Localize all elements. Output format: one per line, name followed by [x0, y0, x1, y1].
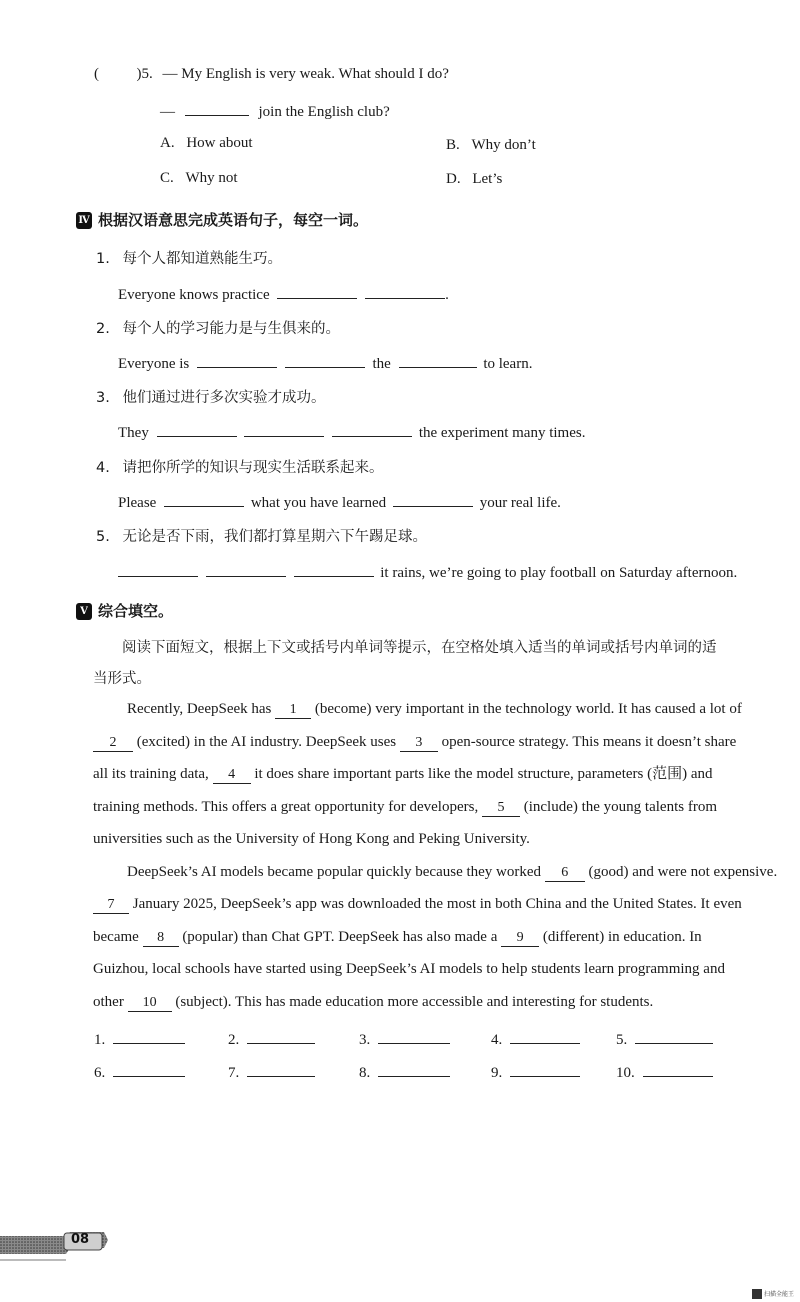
- sentence-part: the: [372, 356, 391, 372]
- answer-blank[interactable]: [164, 491, 244, 507]
- s4-item-3-zh: [96, 386, 325, 407]
- answer-blank[interactable]: [247, 1028, 315, 1044]
- option-letter: C.: [160, 170, 174, 186]
- passage-line: Recently, DeepSeek has 1 (become) very important in the technology world. It has caused a lot of: [127, 701, 742, 717]
- answer-paren-open: (: [94, 66, 99, 82]
- cloze-blank[interactable]: 6: [545, 866, 585, 882]
- sentence-part: what you have learned: [250, 495, 387, 511]
- answer-blank[interactable]: [113, 1061, 185, 1077]
- banner-decoration-icon: [0, 1232, 108, 1262]
- dash: —: [160, 104, 175, 120]
- answer-label: 1.: [94, 1032, 106, 1048]
- sentence-part: it rains, we’re going to play football on Saturday afternoon.: [380, 565, 738, 581]
- section-5-badge: Ⅴ: [76, 603, 92, 620]
- option-letter: D.: [446, 171, 461, 187]
- answer-label: 2.: [228, 1032, 240, 1048]
- cloze-blank[interactable]: 4: [213, 768, 251, 784]
- sentence-part: to learn.: [483, 356, 533, 372]
- section-4-title: 根据汉语意思完成英语句子，每空一词。: [98, 211, 369, 229]
- answer-blank[interactable]: [113, 1028, 185, 1044]
- answer-blank[interactable]: [365, 283, 445, 299]
- option-c[interactable]: [160, 170, 238, 187]
- passage-line: 7 January 2025, DeepSeek’s app was downloaded the most in both China and the United States. It even: [93, 888, 761, 921]
- answer-blank[interactable]: [247, 1061, 315, 1077]
- answer-blank[interactable]: [399, 352, 477, 368]
- s4-item-1-zh: [96, 247, 282, 268]
- s4-item-5-zh: [96, 525, 427, 546]
- option-text: How about: [186, 135, 253, 151]
- cloze-blank[interactable]: 8: [143, 931, 179, 947]
- answer-label: 6.: [94, 1065, 106, 1081]
- item-number: 5.: [96, 529, 110, 545]
- answer-blank[interactable]: [378, 1061, 450, 1077]
- answer-1: [94, 1028, 185, 1049]
- passage-line: all its training data, 4 it does share important parts like the model structure, parameters (范围) and: [93, 766, 713, 782]
- cloze-blank[interactable]: 5: [482, 801, 520, 817]
- question-number: )5.: [136, 66, 153, 82]
- cloze-blank[interactable]: 10: [128, 996, 172, 1012]
- sentence-part: Everyone is: [118, 356, 190, 372]
- answer-10: [616, 1061, 713, 1082]
- sentence-part: Everyone knows practice: [118, 287, 270, 303]
- answer-blank[interactable]: [206, 561, 286, 577]
- answer-6: [94, 1061, 185, 1082]
- cloze-blank[interactable]: 2: [93, 736, 133, 752]
- answer-blank[interactable]: [118, 561, 198, 577]
- passage-line: 2 (excited) in the AI industry. DeepSeek uses 3 open-source strategy. This means it doesn’t share: [93, 726, 761, 759]
- answer-blank[interactable]: [277, 283, 357, 299]
- item-number: 4.: [96, 460, 110, 476]
- option-text: Why not: [185, 170, 238, 186]
- option-text: Why don’t: [471, 137, 536, 153]
- answer-label: 8.: [359, 1065, 371, 1081]
- answer-4: [491, 1028, 580, 1049]
- answer-blank[interactable]: [294, 561, 374, 577]
- cloze-blank[interactable]: 9: [501, 931, 539, 947]
- answer-label: 5.: [616, 1032, 628, 1048]
- passage-line: other 10 (subject). This has made education more accessible and interesting for students.: [93, 993, 654, 1010]
- option-a[interactable]: [160, 135, 253, 152]
- answer-blank[interactable]: [510, 1061, 580, 1077]
- answer-2: [228, 1028, 315, 1049]
- section-5-title: 综合填空。: [98, 602, 174, 620]
- sentence-part: Please: [118, 495, 157, 511]
- mc-question-5: [94, 66, 449, 83]
- instruction-line-1: 阅读下面短文，根据上下文或括号内单词等提示，在空格处填入适当的单词或括号内单词的适: [122, 640, 717, 656]
- chinese-sentence: 请把你所学的知识与现实生活联系起来。: [122, 460, 384, 476]
- answer-blank[interactable]: [643, 1061, 713, 1077]
- chinese-sentence: 每个人的学习能力是与生俱来的。: [122, 321, 340, 337]
- sentence-part: .: [445, 287, 449, 303]
- item-number: 1.: [96, 251, 110, 267]
- answer-blank[interactable]: [378, 1028, 450, 1044]
- chinese-sentence: 每个人都知道熟能生巧。: [122, 251, 282, 267]
- cloze-blank[interactable]: 7: [93, 898, 129, 914]
- s4-item-4-en: [118, 491, 561, 512]
- answer-blank[interactable]: [157, 421, 237, 437]
- cloze-blank[interactable]: 3: [400, 736, 438, 752]
- mc-response-line: [160, 100, 390, 121]
- answer-blank[interactable]: [510, 1028, 580, 1044]
- answer-blank[interactable]: [332, 421, 412, 437]
- section-5-heading: [76, 600, 173, 621]
- dash: —: [162, 66, 178, 82]
- answer-label: 4.: [491, 1032, 503, 1048]
- answer-blank[interactable]: [244, 421, 324, 437]
- answer-blank[interactable]: [393, 491, 473, 507]
- chinese-sentence: 他们通过进行多次实验才成功。: [122, 390, 326, 406]
- passage-line: universities such as the University of Hong Kong and Peking University.: [93, 831, 530, 847]
- answer-blank[interactable]: [185, 100, 249, 116]
- s4-item-5-en: [118, 561, 737, 582]
- answer-3: [359, 1028, 450, 1049]
- answer-5: [616, 1028, 713, 1049]
- sentence-part: They: [118, 425, 149, 441]
- answer-blank[interactable]: [635, 1028, 713, 1044]
- cloze-blank[interactable]: 1: [275, 703, 311, 719]
- answer-label: 7.: [228, 1065, 240, 1081]
- item-number: 3.: [96, 390, 110, 406]
- response-text: join the English club?: [258, 104, 390, 120]
- s4-item-2-en: [118, 352, 532, 373]
- answer-8: [359, 1061, 450, 1082]
- scanner-watermark: 扫描全能王: [764, 1291, 795, 1298]
- answer-blank[interactable]: [197, 352, 277, 368]
- instruction-line-2: 当形式。: [93, 671, 151, 687]
- answer-label: 3.: [359, 1032, 371, 1048]
- answer-label: 10.: [616, 1065, 635, 1081]
- sentence-part: the experiment many times.: [418, 425, 586, 441]
- item-number: 2.: [96, 321, 110, 337]
- passage-line: training methods. This offers a great opportunity for developers, 5 (include) the young talents from: [93, 798, 717, 815]
- s4-item-3-en: [118, 421, 585, 442]
- passage-line: Guizhou, local schools have started using DeepSeek’s AI models to help students learn programming and: [93, 961, 725, 977]
- option-b[interactable]: [446, 137, 536, 154]
- page-number: 08: [71, 1232, 90, 1247]
- passage-line: became 8 (popular) than Chat GPT. DeepSeek has also made a 9 (different) in education. In: [93, 928, 702, 945]
- answer-7: [228, 1061, 315, 1082]
- cloze-passage: [93, 693, 778, 1018]
- qr-code-icon: [752, 1289, 762, 1299]
- sentence-part: your real life.: [479, 495, 561, 511]
- answer-blank[interactable]: [285, 352, 365, 368]
- page-number-banner: [0, 1232, 108, 1262]
- option-d[interactable]: [446, 171, 502, 188]
- option-letter: B.: [446, 137, 460, 153]
- s4-item-1-en: [118, 283, 449, 304]
- answer-label: 9.: [491, 1065, 503, 1081]
- section-4-heading: [76, 209, 368, 230]
- option-letter: A.: [160, 135, 175, 151]
- s4-item-2-zh: [96, 317, 340, 338]
- section-4-badge: Ⅳ: [76, 212, 92, 229]
- passage-line: DeepSeek’s AI models became popular quickly because they worked 6 (good) and were not expensive.: [127, 863, 778, 880]
- option-text: Let’s: [472, 171, 503, 187]
- answer-9: [491, 1061, 580, 1082]
- chinese-sentence: 无论是否下雨，我们都打算星期六下午踢足球。: [122, 529, 427, 545]
- s4-item-4-zh: [96, 456, 383, 477]
- question-text: My English is very weak. What should I do?: [181, 66, 449, 82]
